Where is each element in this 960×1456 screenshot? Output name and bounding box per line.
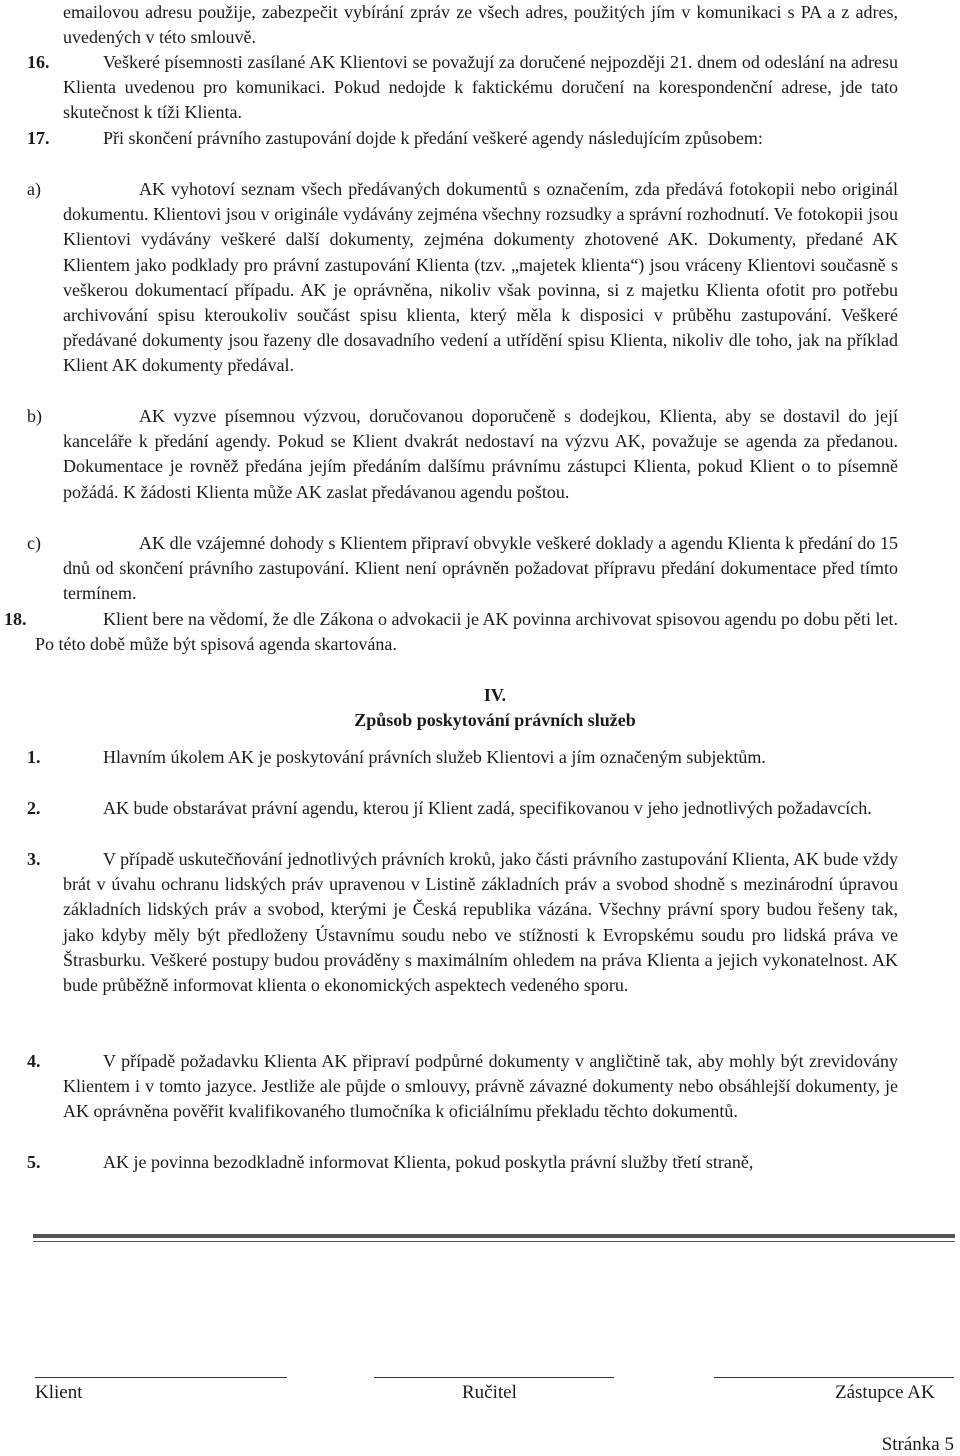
item-iv-4-number: 4. [27,1051,41,1071]
footer-divider-thick [33,1234,955,1238]
item-iv-5-text: AK je povinna bezodkladně informovat Klienta, pokud poskytla právní služby třetí straně, [103,1152,754,1172]
item-iv-3-text: V případě uskutečňování jednotlivých právních kroků, jako části právního zastupování Klienta, AK bude vždy brát v úvahu ochranu lidských práv upravenou v Listině základních práv a svobod shodně s mezinárodní úpravou základních lidských práv a svobod, kterými je Česká republika vázána. Všechny právní spory budou řešeny tak, jako kdyby měly být předloženy Ústavnímu soudu nebo ve stížnosti k Evropskému soudu pro lidská práva ve Štrasburku. Veškeré postupy budou prováděny s maximálním ohledem na práva Klienta a jejich vykonatelnost. AK bude průběžně informovat klienta o ekonomických aspektech vedeného sporu. [63,849,898,996]
section-title: Způsob poskytování právních služeb [354,710,636,730]
item-iv-4-text: V případě požadavku Klienta AK připraví podpůrné dokumenty v angličtině tak, aby mohly být zrevidovány Klientem i v tomto jazyce. Jestliže ale půjde o smlouvy, právně závazné dokumenty nebo obsáhlejší dokumenty, je AK oprávněna pověřit kvalifikovaného tlumočníka k oficiálnímu překladu těchto dokumentů. [63,1051,898,1122]
item-iv-3-number: 3. [27,849,41,869]
item-iv-1-number: 1. [27,747,41,767]
signature-label-guarantor: Ručitel [462,1382,517,1403]
signature-line-guarantor [374,1377,614,1378]
item-16-text: Veškeré písemnosti zasílané AK Klientovi se považují za doručené nejpozději 21. dnem od odeslání na adresu Klienta uvedenou pro komunikaci. Pokud nedojde k faktickému doručení na korespondenční adrese, jde tato skutečnost k tíži Klienta. [63,52,898,123]
item-iv-5-number: 5. [27,1152,41,1172]
subitem-c-text: AK dle vzájemné dohody s Klientem připraví obvykle veškeré doklady a agendu Klienta k předání do 15 dnů od skončení právního zastupování. Klient není oprávněn požadovat přípravu předání dokumentace před tímto termínem. [63,533,898,604]
item-iv-1-text: Hlavním úkolem AK je poskytování právních služeb Klientovi a jím označeným subjektům. [103,747,766,767]
section-roman-numeral: IV. [483,685,507,705]
signature-label-client: Klient [35,1382,83,1403]
signature-line-representative [714,1377,954,1378]
subitem-c-label: c) [27,533,41,553]
subitem-a-text: AK vyhotoví seznam všech předávaných dokumentů s označením, zda předává fotokopii nebo originál dokumentu. Klientovi jsou v originále vydávány zejména všechny rozsudky a správní rozhodnutí. Ve fotokopii jsou Klientovi vydávány veškeré další dokumenty, zejména dokumenty zhotovené AK. Dokumenty, předané AK Klientem jako podklady pro právní zastupování Klienta (tzv. „majetek klienta“) jsou vráceny Klientovi současně s veškerou dokumentací případu. AK je oprávněna, nikoliv však povinna, si z majetku Klienta ofotit pro potřebu archivování spisu kteroukoliv součást spisu klienta, který měla k disposici v průběhu zastupování. Veškeré předávané dokumenty jsou řazeny dle dosavadního vedení a utřídění spisu Klienta, nikoliv dle toho, jak na příklad Klient AK dokumenty předával. [63,179,898,376]
item-17-text: Při skončení právního zastupování dojde k předání veškeré agendy následujícím způsobem: [103,128,763,148]
subitem-a-label: a) [27,179,41,199]
signature-label-representative: Zástupce AK [835,1382,935,1403]
continuation-paragraph: emailovou adresu použije, zabezpečit vybírání zpráv ze všech adres, použitých jím v komunikaci s PA a z adres, uvedených v této smlouvě. [63,2,898,48]
item-iv-2-text: AK bude obstarávat právní agendu, kterou jí Klient zadá, specifikovanou v jeho jednotlivých požadavcích. [103,798,872,818]
item-18-text: Klient bere na vědomí, že dle Zákona o advokacii je AK povinna archivovat spisovou agendu po dobu pěti let. Po této době může být spisová agenda skartována. [35,609,898,655]
signature-line-client [35,1377,287,1378]
item-iv-2-number: 2. [27,798,41,818]
item-17-number: 17. [27,128,50,148]
subitem-b-text: AK vyzve písemnou výzvou, doručovanou doporučeně s dodejkou, Klienta, aby se dostavil do její kanceláře k předání agendy. Pokud se Klient dvakrát nedostaví na výzvu AK, považuje se agenda za předanou. Dokumentace je rovněž předána jejím předáním dalšímu právnímu zástupci Klienta, pokud Klient o to písemně požádá. K žádosti Klienta může AK zaslat předávanou agendu poštou. [63,406,898,502]
footer-divider-thin [33,1241,955,1242]
page-number: Stránka 5 [881,1434,954,1455]
subitem-b-label: b) [27,406,42,426]
item-16-number: 16. [27,52,50,72]
item-18-number: 18. [4,609,27,629]
